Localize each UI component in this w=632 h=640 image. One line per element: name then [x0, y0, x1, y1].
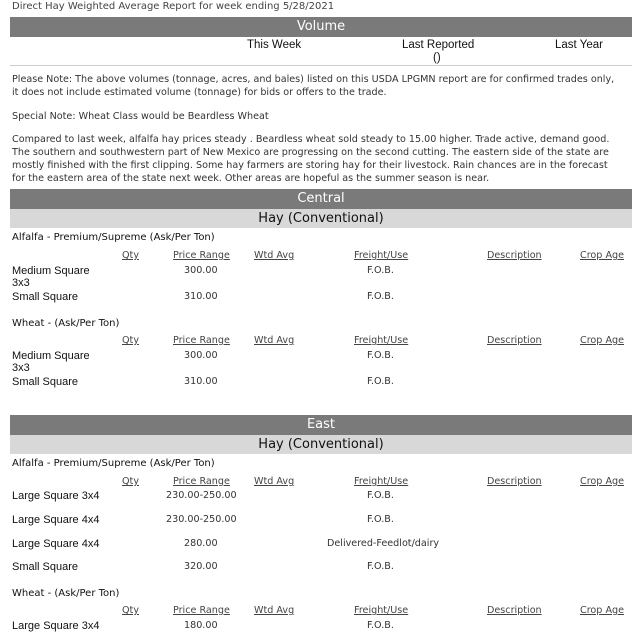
price-value: 180.00 [184, 620, 218, 631]
freight-value: F.O.B. [367, 490, 394, 501]
col-header-price-range: Price Range [173, 605, 230, 616]
item-name-size: 3x3 [12, 277, 30, 289]
region-bar-east: East [10, 415, 632, 435]
price-value: 310.00 [184, 376, 218, 387]
item-name: Small Square [12, 376, 79, 388]
col-header-freight-use: Freight/Use [354, 250, 409, 261]
item-name: Small Square [12, 561, 79, 573]
col-header-price-range: Price Range [173, 476, 230, 487]
item-name: Small Square [12, 291, 79, 303]
col-last-reported: Last Reported [402, 39, 475, 51]
freight-value: F.O.B. [367, 561, 394, 572]
col-header-freight-use: Freight/Use [354, 335, 409, 346]
price-value: 310.00 [184, 291, 218, 302]
freight-value: Delivered-Feedlot/dairy [327, 538, 440, 549]
col-header-crop-age: Crop Age [580, 250, 624, 261]
price-value: 230.00-250.00 [166, 490, 237, 501]
item-name: Medium Square [12, 265, 90, 277]
price-value: 320.00 [184, 561, 218, 572]
category-label: Alfalfa - Premium/Supreme (Ask/Per Ton) [12, 232, 215, 243]
col-this-week: This Week [247, 39, 302, 51]
hay-type-bar-east: Hay (Conventional) [10, 435, 632, 454]
col-header-price-range: Price Range [173, 250, 230, 261]
col-header-qty: Qty [122, 250, 139, 261]
volume-bar: Volume [10, 17, 632, 37]
item-name: Large Square 3x4 [12, 490, 100, 502]
freight-value: F.O.B. [367, 514, 394, 525]
col-header-freight-use: Freight/Use [354, 605, 409, 616]
col-last-year: Last Year [555, 39, 603, 51]
col-header-wtd-avg: Wtd Avg [254, 250, 295, 261]
col-header-wtd-avg: Wtd Avg [254, 335, 295, 346]
freight-value: F.O.B. [367, 291, 394, 302]
col-header-description: Description [487, 335, 542, 346]
special-note: Special Note: Wheat Class would be Beardless Wheat [12, 111, 269, 122]
price-value: 230.00-250.00 [166, 514, 237, 525]
category-label: Alfalfa - Premium/Supreme (Ask/Per Ton) [12, 458, 215, 469]
price-value: 300.00 [184, 350, 218, 361]
col-header-crop-age: Crop Age [580, 605, 624, 616]
freight-value: F.O.B. [367, 350, 394, 361]
volume-note: Please Note: The above volumes (tonnage, acres, and bales) listed on this USDA LPGMN report are for confirmed trades only, it does not include estimated volume (tonnage) for bids or offers to the trade. [12, 74, 615, 98]
category-label: Wheat - (Ask/Per Ton) [12, 588, 120, 599]
freight-value: F.O.B. [367, 376, 394, 387]
item-name-size: 3x3 [12, 362, 30, 374]
item-name: Medium Square [12, 350, 90, 362]
col-header-qty: Qty [122, 335, 139, 346]
col-header-freight-use: Freight/Use [354, 476, 409, 487]
region-bar-central: Central [10, 189, 632, 209]
report-title: Direct Hay Weighted Average Report for week ending 5/28/2021 [12, 1, 335, 12]
price-value: 300.00 [184, 265, 218, 276]
col-header-wtd-avg: Wtd Avg [254, 476, 295, 487]
col-header-crop-age: Crop Age [580, 476, 624, 487]
volume-divider [10, 65, 632, 66]
hay-type-bar-central: Hay (Conventional) [10, 209, 632, 228]
col-header-qty: Qty [122, 605, 139, 616]
col-header-wtd-avg: Wtd Avg [254, 605, 295, 616]
col-header-crop-age: Crop Age [580, 335, 624, 346]
freight-value: F.O.B. [367, 620, 394, 631]
col-header-description: Description [487, 476, 542, 487]
last-reported-value: () [433, 52, 441, 64]
market-commentary: Compared to last week, alfalfa hay prices steady . Beardless wheat sold steady to 15.00 higher. Trade active, demand good. The southern and southwestern part of New Mexico are progressing on the second cutting. The eastern side of the state are mostly finished with the first clipping. Some hay farmers are storing hay for their livestock. Rain chances are in the forecast for the eastern area of the state next week. Other areas are hopeful as the summer season is near. [12, 134, 610, 184]
category-label: Wheat - (Ask/Per Ton) [12, 318, 120, 329]
col-header-price-range: Price Range [173, 335, 230, 346]
col-header-description: Description [487, 605, 542, 616]
col-header-description: Description [487, 250, 542, 261]
item-name: Large Square 3x4 [12, 620, 100, 632]
item-name: Large Square 4x4 [12, 538, 100, 550]
item-name: Large Square 4x4 [12, 514, 100, 526]
col-header-qty: Qty [122, 476, 139, 487]
freight-value: F.O.B. [367, 265, 394, 276]
price-value: 280.00 [184, 538, 218, 549]
